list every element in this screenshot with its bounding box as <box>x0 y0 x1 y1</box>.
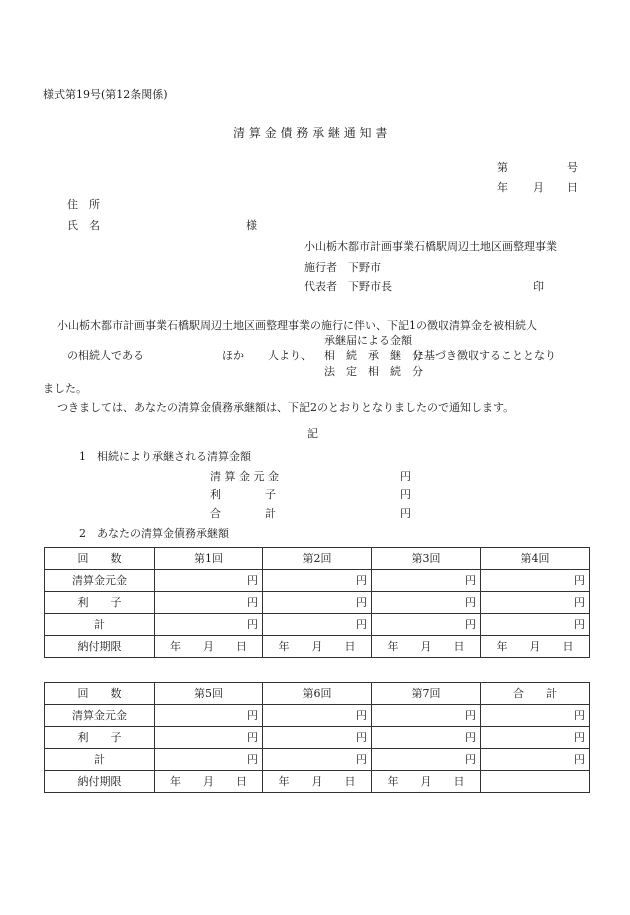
due-date-cell: 年 月 日 <box>155 636 263 658</box>
body-line-4: つきましては、あなたの清算金債務承継額は、下記2のとおりとなりましたので通知します。 <box>57 401 515 414</box>
row-label-interest: 利 子 <box>45 592 155 614</box>
header-round-5: 第5回 <box>155 683 263 705</box>
amount-cell: 円 <box>155 705 263 727</box>
row-label-subtotal: 計 <box>45 749 155 771</box>
name-label: 氏 名 <box>67 219 100 232</box>
address-label: 住 所 <box>67 198 100 211</box>
amount-cell: 円 <box>372 570 481 592</box>
body-lower-note: 法 定 相 続 分 <box>324 365 423 378</box>
body-line-2-a: の相続人である <box>67 349 144 362</box>
form-number: 様式第19号(第12条関係) <box>43 88 168 101</box>
body-upper-note: 承継届による金額 <box>324 334 412 347</box>
doc-number-suffix: 号 <box>567 161 578 174</box>
due-date-cell: 年 月 日 <box>481 636 590 658</box>
section-1-interest-label: 利 子 <box>210 488 276 501</box>
table-header-row <box>45 548 590 570</box>
body-line-2-e: に基づき徴収することとなり <box>413 349 556 362</box>
due-date-cell: 年 月 日 <box>372 771 481 793</box>
amount-cell: 円 <box>155 570 263 592</box>
amount-cell: 円 <box>481 570 590 592</box>
amount-cell: 円 <box>481 705 590 727</box>
due-date-cell: 年 月 日 <box>263 636 372 658</box>
header-total: 合 計 <box>481 683 590 705</box>
amount-cell: 円 <box>372 592 481 614</box>
doc-number-prefix: 第 <box>497 161 508 174</box>
row-label-principal: 清算金元金 <box>45 705 155 727</box>
header-round-4: 第4回 <box>481 548 590 570</box>
amount-cell: 円 <box>263 705 372 727</box>
table-row <box>45 727 590 749</box>
section-1-principal-label: 清 算 金 元 金 <box>210 470 279 483</box>
table-row <box>45 570 590 592</box>
amount-cell: 円 <box>155 727 263 749</box>
ki-heading: 記 <box>307 427 318 440</box>
doc-date-day: 日 <box>567 181 578 194</box>
due-date-cell-empty <box>481 771 590 793</box>
body-line-1: 小山栃木都市計画事業石橋駅周辺土地区画整理事業の施行に伴い、下記1の徴収清算金を被相続人 <box>57 319 537 332</box>
body-line-2-d: 相 続 承 継 分 <box>324 349 423 362</box>
table-row <box>45 749 590 771</box>
section-1-principal-unit: 円 <box>400 470 411 483</box>
amount-cell: 円 <box>481 614 590 636</box>
amount-cell: 円 <box>155 592 263 614</box>
amount-cell: 円 <box>263 614 372 636</box>
due-date-cell: 年 月 日 <box>372 636 481 658</box>
section-1-total-unit: 円 <box>400 507 411 520</box>
issuer-representative: 代表者 下野市長 <box>304 280 392 293</box>
amount-cell: 円 <box>481 727 590 749</box>
row-label-due-date: 納付期限 <box>45 771 155 793</box>
amount-cell: 円 <box>263 592 372 614</box>
amount-cell: 円 <box>372 749 481 771</box>
table-row <box>45 614 590 636</box>
amount-cell: 円 <box>372 727 481 749</box>
section-2-heading: 2 あなたの清算金債務承継額 <box>79 527 229 540</box>
body-line-2-c: 人より、 <box>268 349 312 362</box>
header-installments: 回 数 <box>45 683 155 705</box>
amount-cell: 円 <box>263 749 372 771</box>
amount-cell: 円 <box>372 614 481 636</box>
header-round-1: 第1回 <box>155 548 263 570</box>
row-label-due-date: 納付期限 <box>45 636 155 658</box>
amount-cell: 円 <box>481 749 590 771</box>
header-round-2: 第2回 <box>263 548 372 570</box>
amount-cell: 円 <box>155 614 263 636</box>
table-row <box>45 592 590 614</box>
document-title: 清 算 金 債 務 承 継 通 知 書 <box>233 126 388 140</box>
table-row <box>45 771 590 793</box>
row-label-interest: 利 子 <box>45 727 155 749</box>
seal-mark: 印 <box>533 280 544 293</box>
amount-cell: 円 <box>481 592 590 614</box>
table-row <box>45 705 590 727</box>
amount-cell: 円 <box>263 570 372 592</box>
body-line-3: ました。 <box>43 382 87 395</box>
header-round-7: 第7回 <box>372 683 481 705</box>
header-round-3: 第3回 <box>372 548 481 570</box>
section-1-interest-unit: 円 <box>400 488 411 501</box>
schedule-table-2 <box>44 682 590 793</box>
row-label-principal: 清算金元金 <box>45 570 155 592</box>
body-line-2-b: ほか <box>222 349 244 362</box>
doc-date-month: 月 <box>533 181 544 194</box>
issuer-executor: 施行者 下野市 <box>304 261 381 274</box>
due-date-cell: 年 月 日 <box>155 771 263 793</box>
honorific: 様 <box>246 219 257 232</box>
header-round-6: 第6回 <box>263 683 372 705</box>
due-date-cell: 年 月 日 <box>263 771 372 793</box>
doc-date-year: 年 <box>497 181 508 194</box>
row-label-subtotal: 計 <box>45 614 155 636</box>
amount-cell: 円 <box>372 705 481 727</box>
table-row <box>45 636 590 658</box>
amount-cell: 円 <box>155 749 263 771</box>
amount-cell: 円 <box>263 727 372 749</box>
section-1-total-label: 合 計 <box>210 507 276 520</box>
section-1-heading: 1 相続により承継される清算金額 <box>79 450 251 463</box>
table-header-row <box>45 683 590 705</box>
issuer-project: 小山栃木都市計画事業石橋駅周辺土地区画整理事業 <box>304 240 557 253</box>
schedule-table-1 <box>44 547 590 658</box>
header-installments: 回 数 <box>45 548 155 570</box>
